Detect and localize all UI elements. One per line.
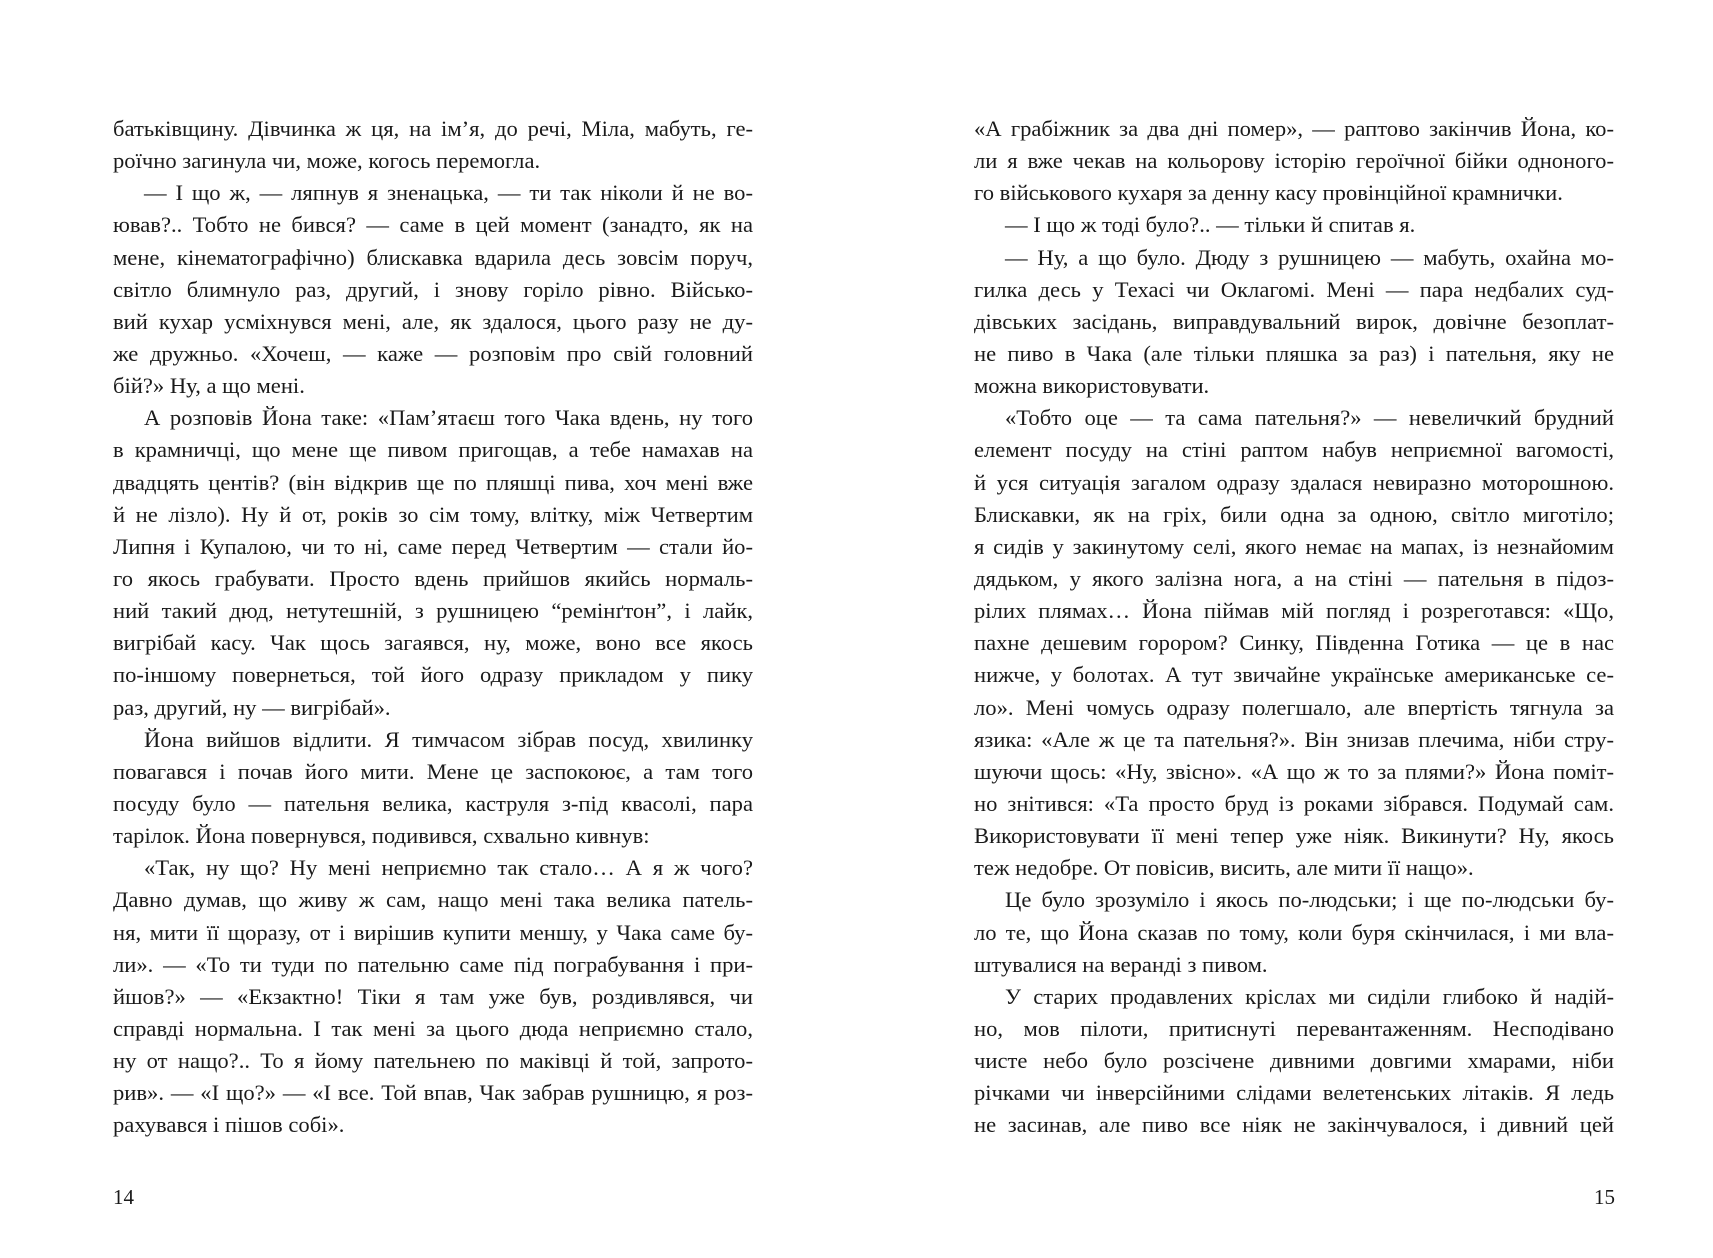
- text-line: ло». Мені чомусь одразу полегшало, але впертість тягнула за: [974, 694, 1614, 720]
- text-line: бій?» Ну, а що мені.: [113, 373, 305, 399]
- left-page-number: 14: [113, 1185, 134, 1209]
- text-line: не засинав, але пиво все ніяк не закінчувалося, і дивний цей: [974, 1112, 1614, 1138]
- text-line: нижче, у болотах. А тут звичайне українське американське се-: [974, 662, 1614, 688]
- text-line: й не лізло). Ну й от, років зо сім тому, влітку, між Четвертим: [113, 501, 753, 527]
- text-line: но знітився: «Та просто бруд із роками зібрався. Подумай сам.: [974, 790, 1614, 816]
- text-line: го якось грабувати. Просто вдень прийшов якийсь нормаль-: [113, 565, 753, 591]
- text-line: світло блимнуло раз, другий, і знову горіло рівно. Військо-: [113, 276, 753, 302]
- text-line: Липня і Купалою, чи то ні, саме перед Четвертим — стали йо-: [113, 533, 753, 559]
- right-page: [856, 0, 1713, 1258]
- text-line: річками чи інверсійними слідами велетенських літаків. Я ледь: [974, 1080, 1614, 1106]
- text-line: повагався і почав його мити. Мене це заспокоює, а там того: [113, 758, 753, 784]
- text-line: ли». — «То ти туди по пательню саме під пограбування і при-: [113, 951, 753, 977]
- text-line: «А грабіжник за два дні помер», — раптово закінчив Йона, ко-: [974, 116, 1614, 141]
- text-line: йшов?» — «Екзактно! Тіки я там уже був, роздивлявся, чи: [113, 983, 753, 1009]
- text-line: ну от нащо?.. То я йому пательнею по маківці й той, запрото-: [113, 1048, 753, 1074]
- text-line: — І що ж тоді було?.. — тільки й спитав я.: [1005, 212, 1416, 238]
- text-line: шуючи щось: «Ну, звісно». «А що ж то за плями?» Йона поміт-: [974, 758, 1614, 784]
- text-line: дівських засідань, виправдувальний вирок, довічне безоплат-: [974, 308, 1614, 334]
- text-line: елемент посуду на стіні раптом набув неприємної вагомості,: [974, 437, 1614, 463]
- left-page: [0, 0, 856, 1258]
- text-line: — Ну, а що було. Дюду з рушницею — мабуть, охайна мо-: [1005, 244, 1614, 270]
- text-line: ний такий дюд, нетутешній, з рушницею “ремінґтон”, і лайк,: [113, 598, 753, 624]
- text-line: Блискавки, як на гріх, били одна за одною, світло миготіло;: [974, 501, 1614, 527]
- text-line: батьківщину. Дівчинка ж ця, на ім’я, до речі, Міла, мабуть, ге-: [113, 116, 753, 141]
- text-line: рілих плямах… Йона піймав мій погляд і розреготався: «Що,: [974, 598, 1614, 624]
- right-page-text: [974, 113, 1614, 1142]
- text-line: — І що ж, — ляпнув я зненацька, — ти так ніколи й не во-: [144, 180, 753, 206]
- text-line: Це було зрозуміло і якось по-людськи; і ще по-людськи бу-: [1005, 887, 1614, 913]
- text-line: язика: «Але ж це та пательня?». Він знизав плечима, ніби стру-: [974, 726, 1614, 752]
- text-line: У старих продавлених кріслах ми сиділи глибоко й надій-: [1005, 983, 1614, 1009]
- text-line: чисте небо було розсічене дивними довгими хмарами, ніби: [974, 1048, 1614, 1074]
- text-line: штувалися на веранді з пивом.: [974, 951, 1268, 977]
- text-line: я сидів у закинутому селі, якого немає на мапах, із незнайомим: [974, 533, 1614, 559]
- text-line: «Так, ну що? Ну мені неприємно так стало… А я ж чого?: [144, 855, 753, 881]
- text-line: раз, другий, ну — вигрібай».: [113, 694, 391, 720]
- text-line: двадцять центів? (він відкрив ще по пляшці пива, хоч мені вже: [113, 469, 753, 495]
- text-line: й уся ситуація загалом одразу здалася невиразно моторошною.: [974, 469, 1614, 495]
- text-line: рахувався і пішов собі».: [113, 1112, 345, 1138]
- text-line: ював?.. Тобто не бився? — саме в цей момент (занадто, як на: [113, 212, 753, 238]
- text-line: А розповів Йона таке: «Пам’ятаєш того Чака вдень, ну того: [144, 405, 753, 431]
- text-line: «Тобто оце — та сама пательня?» — невеличкий брудний: [1005, 405, 1614, 431]
- text-line: же дружньо. «Хочеш, — каже — розповім про свій головний: [113, 340, 753, 366]
- text-line: мене, кінематографічно) блискавка вдарила десь зовсім поруч,: [113, 244, 753, 270]
- text-line: вий кухар усміхнувся мені, але, як здалося, цього разу не ду-: [113, 308, 753, 334]
- text-line: но, мов пілоти, притиснуті перевантаженням. Несподівано: [974, 1015, 1614, 1041]
- text-line: роїчно загинула чи, може, когось перемогла.: [113, 148, 541, 174]
- text-line: вигрібай касу. Чак щось загаявся, ну, може, воно все якось: [113, 630, 753, 656]
- text-line: можна використовувати.: [974, 373, 1210, 399]
- text-line: теж недобре. От повісив, висить, але мити її нащо».: [974, 855, 1474, 881]
- text-line: рив». — «І що?» — «І все. Той впав, Чак забрав рушницю, я роз-: [113, 1080, 753, 1106]
- text-line: пахне дешевим горором? Синку, Південна Готика — це в нас: [974, 630, 1614, 656]
- text-line: справді нормальна. І так мені за цього дюда неприємно стало,: [113, 1015, 753, 1041]
- text-line: Використовувати її мені тепер уже ніяк. Викинути? Ну, якось: [974, 823, 1614, 849]
- text-line: Давно думав, що живу ж сам, нащо мені така велика патель-: [113, 887, 753, 913]
- text-line: дядьком, у якого залізна нога, а на стіні — пательня в підоз-: [974, 565, 1614, 591]
- left-page-text: [113, 113, 753, 1142]
- text-line: посуду було — пательня велика, каструля з-під квасолі, пара: [113, 790, 753, 816]
- text-line: гилка десь у Техасі чи Оклагомі. Мені — пара недбалих суд-: [974, 276, 1614, 302]
- text-line: не пиво в Чака (але тільки пляшка за раз) і пательня, яку не: [974, 340, 1614, 366]
- right-page-number: 15: [1594, 1185, 1615, 1209]
- text-line: Йона вийшов відлити. Я тимчасом зібрав посуд, хвилинку: [144, 726, 753, 752]
- text-line: ня, мити її щоразу, от і вирішив купити меншу, у Чака саме бу-: [113, 919, 753, 945]
- text-line: по-іншому повернеться, той його одразу прикладом у пику: [113, 662, 753, 688]
- text-line: тарілок. Йона повернувся, подивився, схвально кивнув:: [113, 823, 650, 849]
- text-line: ли я вже чекав на кольорову історію героїчної бійки одноного-: [974, 148, 1614, 174]
- text-line: ло те, що Йона сказав по тому, коли буря скінчилася, і ми вла-: [974, 919, 1614, 945]
- text-line: го військового кухаря за денну касу провінційної крамнички.: [974, 180, 1563, 206]
- text-line: в крамничці, що мене ще пивом пригощав, а тебе намахав на: [113, 437, 753, 463]
